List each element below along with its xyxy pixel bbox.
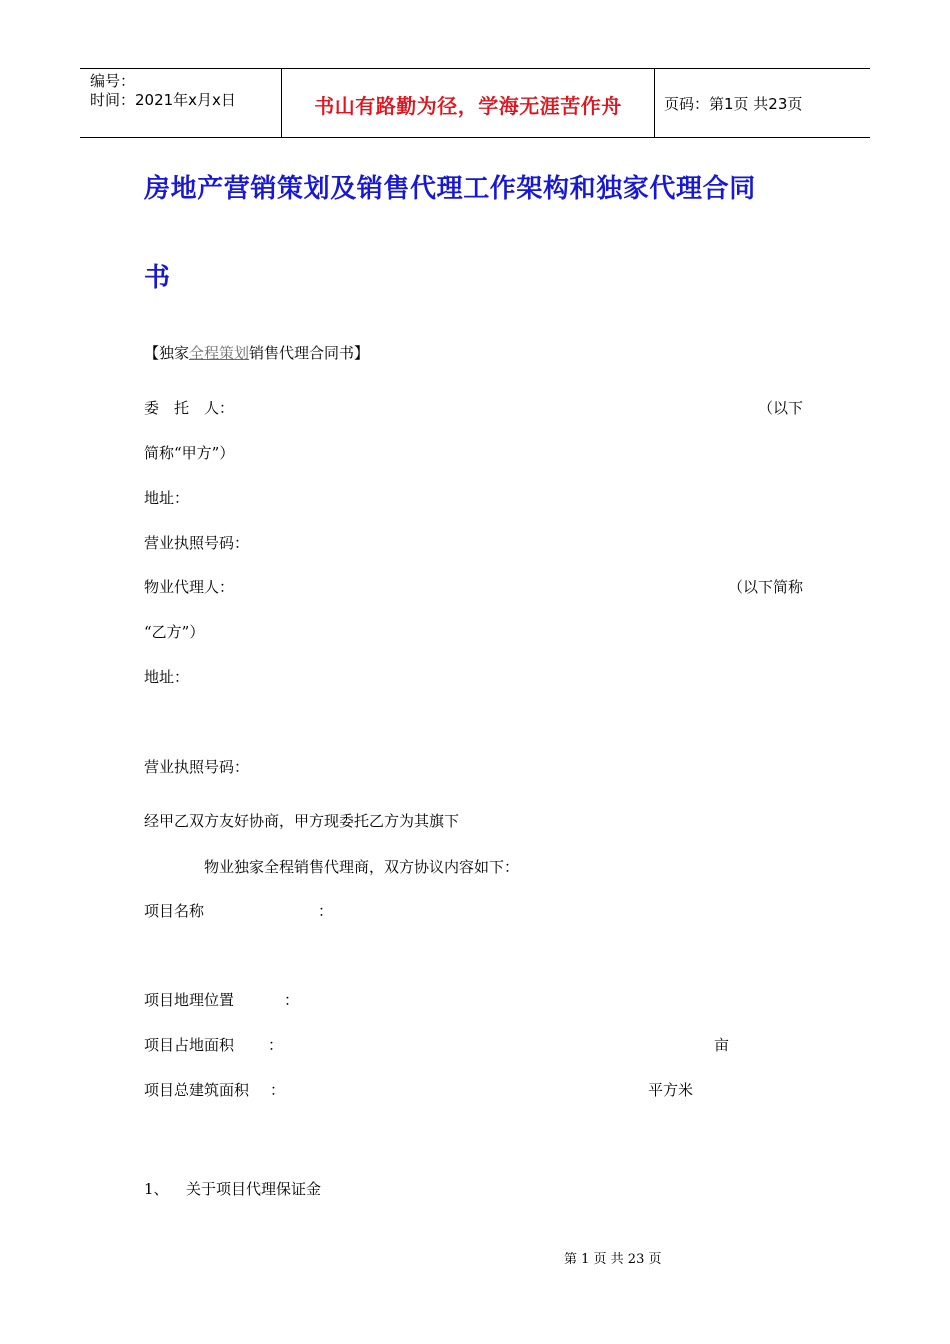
project-location-label: 项目地理位置 — [144, 991, 235, 1009]
doc-title-line1: 房地产营销策划及销售代理工作架构和独家代理合同 — [144, 174, 756, 204]
header-page-info: 页码：第1页 共23页 — [664, 95, 803, 113]
project-build-unit: 平方米 — [648, 1081, 694, 1099]
project-build-colon: ： — [270, 1081, 286, 1099]
page-header — [80, 68, 870, 138]
project-land-unit: 亩 — [714, 1036, 730, 1054]
doc-title-line2: 书 — [144, 263, 171, 293]
subtitle-link[interactable]: 全程策划 — [189, 344, 250, 362]
doc-subtitle — [144, 342, 369, 363]
subtitle-suffix: 销售代理合同书】 — [249, 344, 370, 362]
party-b-note: “乙方”） — [144, 623, 205, 641]
party-a-suffix: （以下 — [758, 399, 804, 417]
section1-heading: 关于项目代理保证金 — [186, 1180, 322, 1198]
section1-number: 1、 — [144, 1180, 169, 1198]
doc-number-label: 编号： — [90, 72, 136, 90]
header-motto: 书山有路勤为径，学海无涯苦作舟 — [314, 94, 622, 118]
page-footer: 第 1 页 共 23 页 — [564, 1252, 662, 1267]
intro-line1: 经甲乙双方友好协商，甲方现委托乙方为其旗下 — [144, 812, 460, 830]
party-a-license: 营业执照号码： — [144, 534, 250, 552]
project-land-colon: ： — [268, 1036, 284, 1054]
project-name-colon: ： — [318, 902, 334, 920]
subtitle-prefix: 【独家 — [144, 344, 190, 362]
header-divider — [654, 69, 655, 137]
party-a-address: 地址： — [144, 489, 190, 507]
project-name-label: 项目名称 — [144, 902, 205, 920]
party-b-label: 物业代理人： — [144, 578, 235, 596]
header-meta — [90, 72, 236, 110]
party-b-suffix: （以下简称 — [728, 578, 804, 596]
project-build-label: 项目总建筑面积 — [144, 1081, 250, 1099]
doc-time-label: 时间：2021年x月x日 — [90, 91, 236, 109]
party-b-address: 地址： — [144, 668, 190, 686]
party-a-note: 简称“甲方”） — [144, 444, 235, 462]
project-land-label: 项目占地面积 — [144, 1036, 235, 1054]
party-b-license: 营业执照号码： — [144, 758, 250, 776]
intro-line2: 物业独家全程销售代理商，双方协议内容如下： — [204, 858, 520, 876]
project-location-colon: ： — [284, 991, 300, 1009]
party-a-label: 委 托 人： — [144, 399, 235, 417]
